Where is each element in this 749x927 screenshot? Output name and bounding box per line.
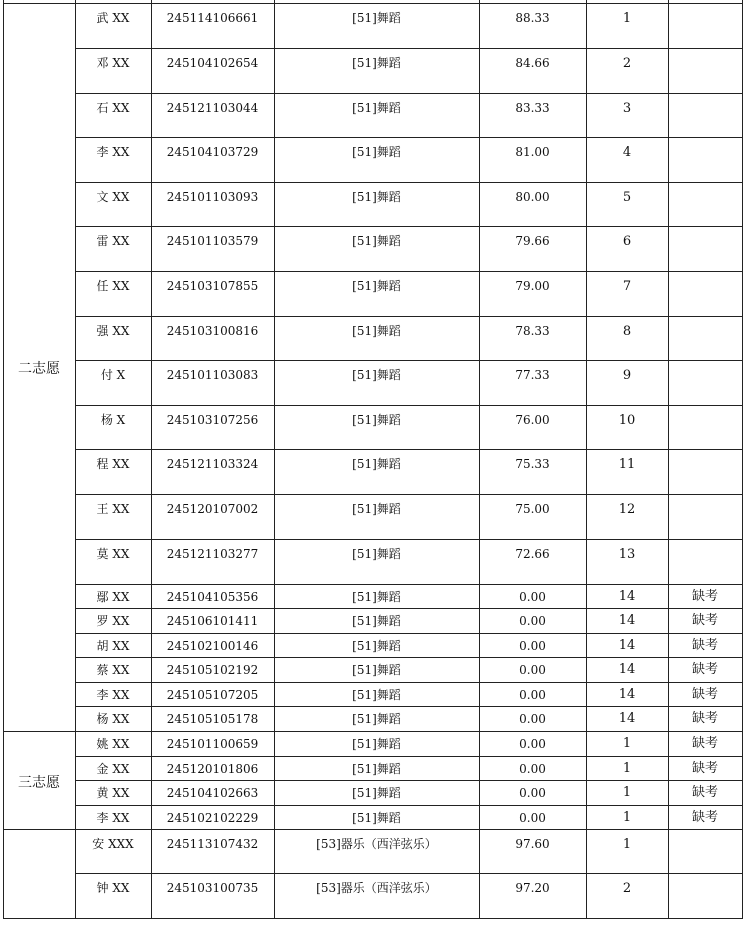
- major-name: [51]舞蹈: [352, 639, 401, 653]
- student-name: 黄 XX: [96, 786, 130, 800]
- student-name: 李 XX: [96, 145, 130, 159]
- student-name: 胡 XX: [96, 639, 130, 653]
- rank-value: 5: [622, 190, 632, 205]
- student-name: 武 XX: [96, 11, 130, 25]
- candidate-id: 245104103729: [166, 145, 259, 159]
- score-value: 97.20: [515, 881, 550, 895]
- student-name: 杨 XX: [96, 712, 130, 726]
- candidate-id: 245121103044: [166, 101, 259, 115]
- row-border: [75, 48, 743, 49]
- score-value: 79.00: [515, 279, 550, 293]
- candidate-id: 245103100816: [166, 324, 259, 338]
- student-name: 姚 XX: [96, 737, 130, 751]
- remark-text: 缺考: [691, 662, 718, 677]
- remark-text: 缺考: [691, 810, 718, 825]
- major-name: [51]舞蹈: [352, 101, 401, 115]
- major-name: [51]舞蹈: [352, 811, 401, 825]
- score-value: 0.00: [519, 663, 546, 677]
- rank-value: 2: [622, 881, 632, 896]
- row-border: [75, 360, 743, 361]
- rank-value: 1: [622, 761, 632, 776]
- major-name: [51]舞蹈: [352, 56, 401, 70]
- rank-value: 3: [622, 101, 632, 116]
- major-name: [53]器乐（西洋弦乐）: [316, 837, 437, 851]
- row-border: [3, 3, 743, 4]
- candidate-id: 245103107256: [166, 413, 259, 427]
- rank-value: 1: [622, 11, 632, 26]
- major-name: [51]舞蹈: [352, 279, 401, 293]
- student-name: 雷 XX: [96, 234, 130, 248]
- student-name: 钟 XX: [96, 881, 130, 895]
- candidate-id: 245120107002: [166, 502, 259, 516]
- major-name: [51]舞蹈: [352, 590, 401, 604]
- row-border: [75, 449, 743, 450]
- rank-value: 10: [618, 413, 636, 428]
- row-border: [75, 584, 743, 585]
- score-value: 0.00: [519, 688, 546, 702]
- group-label-second-choice: 二志愿: [18, 361, 60, 377]
- student-name: 邓 XX: [96, 56, 130, 70]
- student-name: 蔡 XX: [96, 663, 130, 677]
- column-border: [668, 0, 669, 918]
- major-name: [51]舞蹈: [352, 663, 401, 677]
- score-value: 88.33: [515, 11, 550, 25]
- row-border: [75, 405, 743, 406]
- rank-value: 14: [618, 711, 636, 726]
- score-value: 0.00: [519, 639, 546, 653]
- major-name: [53]器乐（西洋弦乐）: [316, 881, 437, 895]
- student-name: 罗 XX: [96, 614, 130, 628]
- remark-text: 缺考: [691, 687, 718, 702]
- rank-value: 14: [618, 589, 636, 604]
- score-value: 97.60: [515, 837, 550, 851]
- row-border: [75, 682, 743, 683]
- student-name: 金 XX: [96, 762, 130, 776]
- row-border: [75, 608, 743, 609]
- remark-text: 缺考: [691, 638, 718, 653]
- column-border: [742, 0, 743, 918]
- row-border: [75, 805, 743, 806]
- score-value: 77.33: [515, 368, 550, 382]
- score-value: 83.33: [515, 101, 550, 115]
- major-name: [51]舞蹈: [352, 324, 401, 338]
- candidate-id: 245105105178: [166, 712, 259, 726]
- rank-value: 1: [622, 736, 632, 751]
- score-value: 80.00: [515, 190, 550, 204]
- group-label-third-choice: 三志愿: [18, 775, 60, 791]
- rank-value: 11: [618, 457, 636, 472]
- candidate-id: 245105107205: [166, 688, 259, 702]
- student-name: 付 X: [100, 368, 126, 382]
- rank-value: 1: [622, 785, 632, 800]
- student-name: 安 XXX: [92, 837, 134, 851]
- major-name: [51]舞蹈: [352, 457, 401, 471]
- score-value: 0.00: [519, 737, 546, 751]
- remark-text: 缺考: [691, 761, 718, 776]
- major-name: [51]舞蹈: [352, 368, 401, 382]
- score-value: 0.00: [519, 614, 546, 628]
- rank-value: 2: [622, 56, 632, 71]
- student-name: 鄢 XX: [96, 590, 130, 604]
- major-name: [51]舞蹈: [352, 614, 401, 628]
- student-name: 石 XX: [96, 101, 130, 115]
- row-border: [3, 731, 743, 732]
- rank-value: 12: [618, 502, 636, 517]
- score-value: 79.66: [515, 234, 550, 248]
- major-name: [51]舞蹈: [352, 688, 401, 702]
- major-name: [51]舞蹈: [352, 712, 401, 726]
- score-value: 0.00: [519, 590, 546, 604]
- candidate-id: 245104105356: [166, 590, 259, 604]
- row-border: [75, 137, 743, 138]
- row-border: [75, 316, 743, 317]
- major-name: [51]舞蹈: [352, 762, 401, 776]
- candidate-id: 245103100735: [166, 881, 259, 895]
- row-border: [75, 706, 743, 707]
- candidate-id: 245120101806: [166, 762, 259, 776]
- student-name: 强 XX: [96, 324, 130, 338]
- score-value: 84.66: [515, 56, 550, 70]
- candidate-id: 245121103324: [166, 457, 259, 471]
- major-name: [51]舞蹈: [352, 145, 401, 159]
- remark-text: 缺考: [691, 711, 718, 726]
- rank-value: 6: [622, 234, 632, 249]
- row-border: [75, 539, 743, 540]
- major-name: [51]舞蹈: [352, 190, 401, 204]
- student-name: 莫 XX: [96, 547, 130, 561]
- score-value: 81.00: [515, 145, 550, 159]
- score-value: 78.33: [515, 324, 550, 338]
- candidate-id: 245104102663: [166, 786, 259, 800]
- candidate-id: 245114106661: [166, 11, 259, 25]
- student-name: 李 XX: [96, 811, 130, 825]
- student-name: 杨 X: [100, 413, 126, 427]
- candidate-id: 245121103277: [166, 547, 259, 561]
- major-name: [51]舞蹈: [352, 547, 401, 561]
- student-name: 王 XX: [96, 502, 130, 516]
- rank-value: 14: [618, 662, 636, 677]
- rank-value: 9: [622, 368, 632, 383]
- rank-value: 8: [622, 324, 632, 339]
- row-border: [75, 873, 743, 874]
- major-name: [51]舞蹈: [352, 737, 401, 751]
- remark-text: 缺考: [691, 589, 718, 604]
- rank-value: 7: [622, 279, 632, 294]
- row-border: [75, 657, 743, 658]
- rank-value: 13: [618, 547, 636, 562]
- rank-value: 4: [622, 145, 632, 160]
- row-border: [75, 494, 743, 495]
- major-name: [51]舞蹈: [352, 413, 401, 427]
- row-border: [75, 93, 743, 94]
- row-border: [75, 756, 743, 757]
- row-border: [75, 271, 743, 272]
- row-border: [75, 182, 743, 183]
- remark-text: 缺考: [691, 736, 718, 751]
- score-value: 0.00: [519, 786, 546, 800]
- candidate-id: 245103107855: [166, 279, 259, 293]
- major-name: [51]舞蹈: [352, 502, 401, 516]
- score-value: 75.33: [515, 457, 550, 471]
- candidate-id: 245113107432: [166, 837, 259, 851]
- student-name: 文 XX: [96, 190, 130, 204]
- student-name: 李 XX: [96, 688, 130, 702]
- row-border: [3, 829, 743, 830]
- rank-value: 14: [618, 687, 636, 702]
- candidate-id: 245101103579: [166, 234, 259, 248]
- row-border: [75, 633, 743, 634]
- candidate-id: 245106101411: [166, 614, 259, 628]
- student-name: 任 XX: [96, 279, 130, 293]
- column-border: [3, 0, 4, 918]
- rank-value: 1: [622, 837, 632, 852]
- score-value: 76.00: [515, 413, 550, 427]
- row-border: [75, 226, 743, 227]
- rank-value: 14: [618, 613, 636, 628]
- candidate-id: 245104102654: [166, 56, 259, 70]
- major-name: [51]舞蹈: [352, 234, 401, 248]
- score-value: 0.00: [519, 762, 546, 776]
- student-name: 程 XX: [96, 457, 130, 471]
- score-value: 75.00: [515, 502, 550, 516]
- major-name: [51]舞蹈: [352, 11, 401, 25]
- remark-text: 缺考: [691, 613, 718, 628]
- score-value: 72.66: [515, 547, 550, 561]
- candidate-id: 245101100659: [166, 737, 259, 751]
- remark-text: 缺考: [691, 785, 718, 800]
- candidate-id: 245101103093: [166, 190, 259, 204]
- major-name: [51]舞蹈: [352, 786, 401, 800]
- candidate-id: 245105102192: [166, 663, 259, 677]
- candidate-id: 245101103083: [166, 368, 259, 382]
- rank-value: 14: [618, 638, 636, 653]
- score-value: 0.00: [519, 811, 546, 825]
- score-value: 0.00: [519, 712, 546, 726]
- row-border: [3, 918, 743, 919]
- candidate-id: 245102100146: [166, 639, 259, 653]
- rank-value: 1: [622, 810, 632, 825]
- row-border: [75, 780, 743, 781]
- candidate-id: 245102102229: [166, 811, 259, 825]
